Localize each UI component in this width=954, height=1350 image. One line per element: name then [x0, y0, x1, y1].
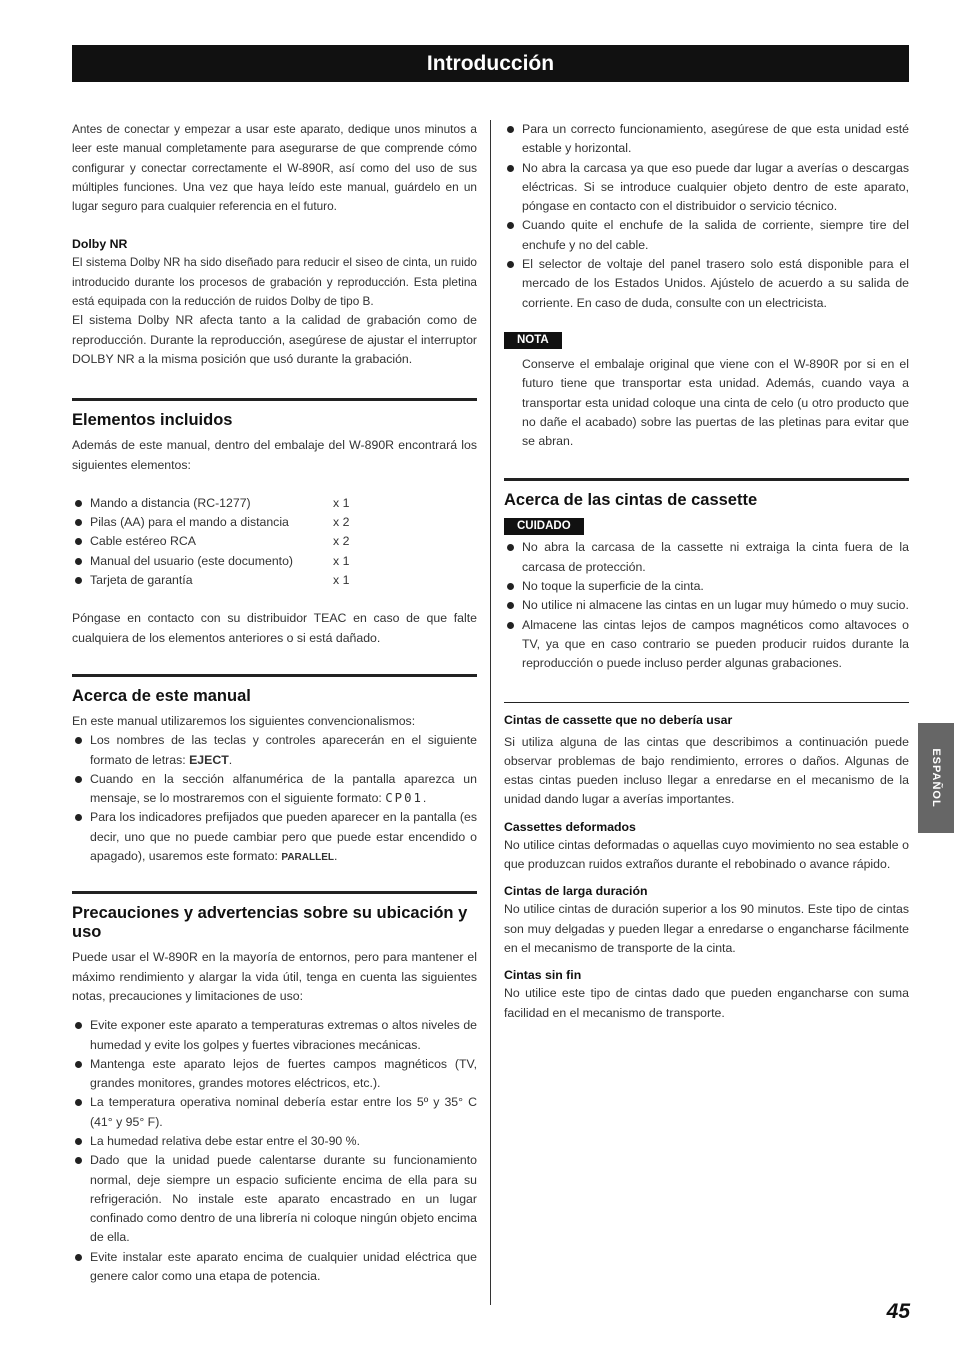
list-item: Evite exponer este aparato a temperaturas extremas o altos niveles de humedad y evite los golpes y fuertes vibraciones mecánicas. [72, 1016, 477, 1055]
language-tab: ESPAÑOL [918, 723, 954, 833]
deformed-text: No utilice cintas deformadas o aquellas cuyo movimiento no sea estable o que produzcan ruidos extraños durante el rebobinado o avance rápido. [504, 837, 909, 872]
endless-text: No utilice este tipo de cintas dado que pueden engancharse con suma facilidad en el mecanismo de transporte. [504, 986, 909, 1020]
section-rule [72, 891, 477, 894]
list-item: Pilas (AA) para el mando a distancia x 2 [72, 513, 477, 532]
column-divider [490, 120, 491, 1305]
page-number: 45 [886, 1300, 910, 1323]
included-intro: Además de este manual, dentro del embalaje del W-890R encontrará los siguientes elementos: [72, 438, 477, 472]
manual-list [72, 731, 477, 867]
list-item: Para un correcto funcionamiento, asegúrese de que esta unidad esté estable y horizontal. [504, 120, 909, 159]
long-heading: Cintas de larga duración [504, 884, 648, 899]
list-item: Mando a distancia (RC-1277) x 1 [72, 494, 477, 513]
precautions-list-continued [504, 120, 909, 313]
list-item: Cable estéreo RCA x 2 [72, 532, 477, 551]
list-item: Cuando quite el enchufe de la salida de corriente, siempre tire del enchufe y no del cable. [504, 216, 909, 255]
included-list [72, 494, 477, 590]
list-item: No toque la superficie de la cinta. [504, 577, 909, 596]
section-rule [72, 398, 477, 401]
cassettes-list [504, 538, 909, 673]
list-item: No abra la carcasa ya que eso puede dar lugar a averías o descargas eléctricas. Si se introduce cualquier objeto dentro de este aparato, póngase en contacto con el distribuidor o servicio técnico. [504, 159, 909, 217]
list-item: Cuando en la sección alfanumérica de la pantalla aparezca un mensaje, se lo mostraremos con el siguiente formato: CP01. [72, 770, 477, 809]
intro-paragraph: Antes de conectar y empezar a usar este aparato, dedique unos minutos a leer este manual completamente para asegurarse de que comprende cómo configurar y conectar correctamente el W-890R, así como del uso de sus múltiples funciones. Una vez que haya leído este manual, guárdelo en un lugar seguro para cualquier referencia en el futuro. [72, 122, 477, 214]
cuidado-badge: CUIDADO [504, 518, 584, 535]
list-item: Dado que la unidad puede calentarse durante su funcionamiento normal, deje siempre un espacio suficiente encima de ella para su refrigeración. No instale este aparato encastrado en un lugar confinado como dentro de una librería ni coloque ningún objeto encima de ella. [72, 1151, 477, 1247]
list-item: Evite instalar este aparato encima de cualquier unidad eléctrica que genere calor como una etapa de potencia. [72, 1248, 477, 1287]
list-item: Tarjeta de garantía x 1 [72, 571, 477, 590]
cassettes-title: Acerca de las cintas de cassette [504, 491, 758, 510]
list-item: La humedad relativa debe estar entre el 30-90 %. [72, 1132, 477, 1151]
manual-intro: En este manual utilizaremos los siguientes convencionalismos: [72, 713, 416, 728]
section-rule [504, 478, 909, 481]
nota-text: Conserve el embalaje original que viene con el W-890R por si en el futuro tiene que transportar esta unidad. Además, cuando vaya a transportar esta unidad coloque una cinta de celo (u otro producto que no dañe el acabado) sobre las puertas de las pletinas para evitar que se abran. [522, 356, 909, 449]
list-item: El selector de voltaje del panel trasero solo está disponible para el mercado de los Estados Unidos. Ajústelo de acuerdo a su salida de corriente. En caso de duda, consulte con un electricista. [504, 255, 909, 313]
list-item: Almacene las cintas lejos de campos magnéticos como altavoces o TV, ya que en caso contrario se pueden producir ruidos durante la reproducción o puede incluso perder algunas grabaciones. [504, 616, 909, 674]
avoid-intro: Si utiliza alguna de las cintas que describimos a continuación puede observar problemas de bajo rendimiento, errores o daños. Algunas de estas cintas pueden incluso llegar a enredarse en el mecanismo de la unidad dando lugar a averías importantes. [504, 734, 909, 807]
list-item: Manual del usuario (este documento) x 1 [72, 552, 477, 571]
list-item: Para los indicadores prefijados que pueden aparecer en la pantalla (es decir, uno que no puede cambiar pero que puede estar encendido o apagado), usaremos este formato: PARALLEL. [72, 808, 477, 867]
avoid-heading: Cintas de cassette que no debería usar [504, 712, 733, 727]
list-item: No utilice ni almacene las cintas en un lugar muy húmedo o muy sucio. [504, 596, 909, 615]
deformed-heading: Cassettes deformados [504, 819, 636, 834]
list-item: No abra la carcasa de la cassette ni extraiga la cinta fuera de la carcasa de protección. [504, 538, 909, 577]
precautions-intro: Puede usar el W-890R en la mayoría de entornos, pero para mantener el máximo rendimiento y alargar la vida útil, tenga en cuenta las siguientes notas, precauciones y limitaciones de uso: [72, 950, 477, 1003]
dolby-heading: Dolby NR [72, 237, 128, 252]
display-format-example: CP01 [385, 791, 423, 806]
left-column [72, 120, 477, 1286]
list-item: Mantenga este aparato lejos de fuertes campos magnéticos (TV, grandes monitores, grandes motores eléctricos, etc.). [72, 1055, 477, 1094]
right-column [504, 120, 909, 1023]
section-rule [72, 674, 477, 677]
dolby-paragraph-2: El sistema Dolby NR afecta tanto a la calidad de grabación como de reproducción. Durante la reproducción, asegúrese de ajustar el interruptor DOLBY NR a la misma posición que usó durante la grabación. [72, 313, 477, 366]
endless-heading: Cintas sin fin [504, 968, 582, 983]
manual-title: Acerca de este manual [72, 686, 251, 705]
list-item: Los nombres de las teclas y controles aparecerán en el siguiente formato de letras: EJECT. [72, 731, 477, 770]
page-title: Introducción [72, 45, 909, 82]
long-text: No utilice cintas de duración superior a los 90 minutos. Este tipo de cintas son muy delgadas y pueden llegar a enredarse o engancharse fácilmente en el mecanismo de transporte de la cinta. [504, 902, 909, 955]
included-outro: Póngase en contacto con su distribuidor TEAC en caso de que falte cualquiera de los elementos anteriores o si está dañado. [72, 611, 477, 645]
precautions-title: Precauciones y advertencias sobre su ubicación y uso [72, 904, 468, 942]
key-format-example: EJECT [189, 752, 229, 767]
nota-badge: NOTA [504, 332, 562, 349]
precautions-list [72, 1016, 477, 1286]
included-title: Elementos incluidos [72, 411, 233, 430]
indicator-format-example: PARALLEL [281, 852, 334, 864]
list-item: La temperatura operativa nominal debería estar entre los 5º y 35° C (41° y 95° F). [72, 1093, 477, 1132]
dolby-paragraph-1: El sistema Dolby NR ha sido diseñado para reducir el siseo de cinta, un ruido introducido durante los procesos de grabación y reproducción. Esta pletina está equipada con la reducción de ruidos Dolby de tipo B. [72, 255, 477, 309]
